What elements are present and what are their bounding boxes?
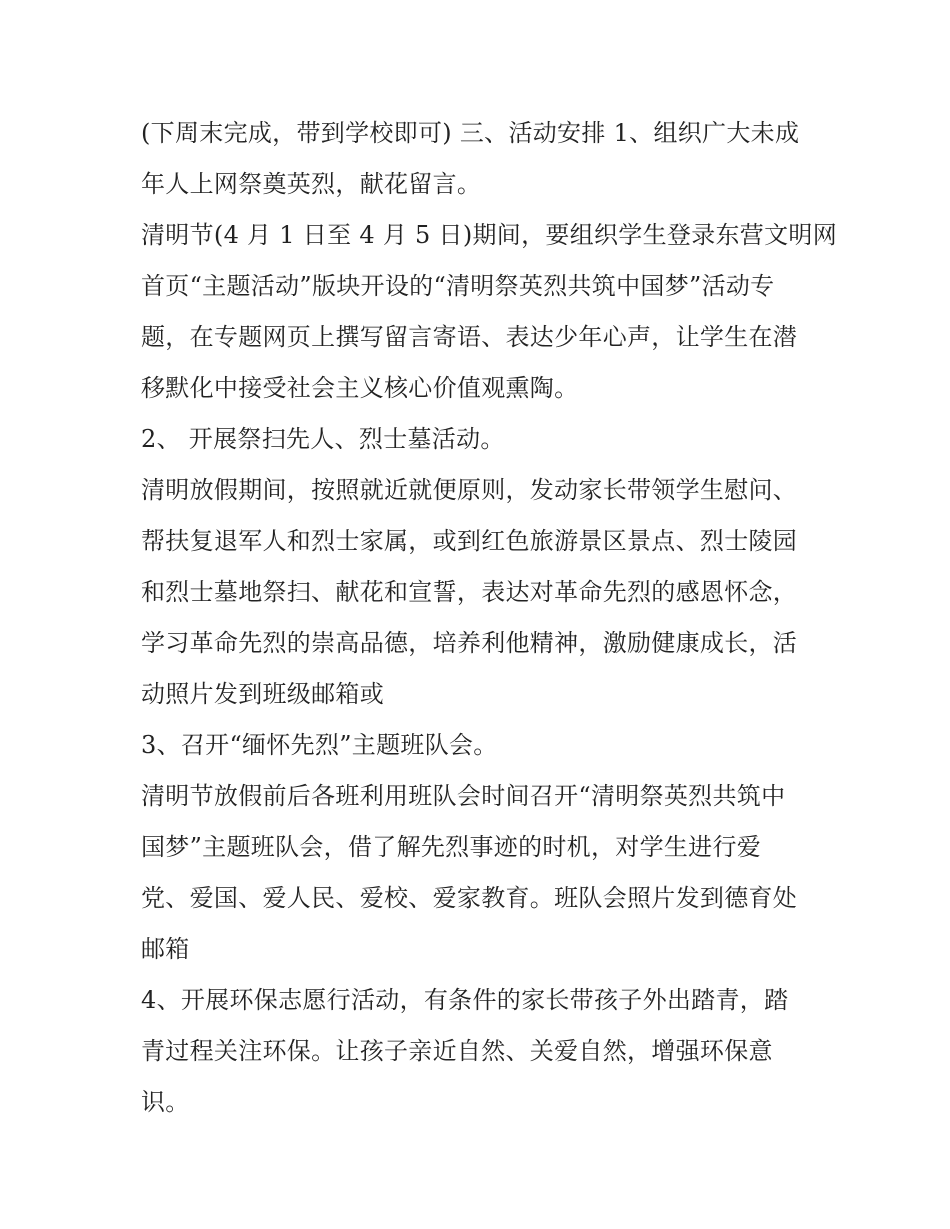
text-line: 清明节(4 月 1 日至 4 月 5 日)期间，要组织学生登录东营文明网	[141, 221, 838, 249]
text-line: 学习革命先烈的崇高品德，培养利他精神，激励健康成长，活	[141, 629, 798, 657]
text-line: 题，在专题网页上撰写留言寄语、表达少年心声，让学生在潜	[141, 323, 798, 351]
text-line: 和烈士墓地祭扫、献花和宣誓，表达对革命先烈的感恩怀念，	[141, 578, 798, 606]
text-line: 邮箱	[141, 935, 190, 963]
text-line: 清明节放假前后各班利用班队会时间召开“清明祭英烈共筑中	[141, 782, 786, 810]
section-heading: 2、 开展祭扫先人、烈士墓活动。	[141, 425, 505, 453]
text-line: 党、爱国、爱人民、爱校、爱家教育。班队会照片发到德育处	[141, 884, 798, 912]
section-heading: 3、召开“缅怀先烈”主题班队会。	[141, 731, 498, 759]
text-line: 首页“主题活动”版块开设的“清明祭英烈共筑中国梦”活动专	[141, 272, 775, 300]
text-line: (下周末完成，带到学校即可) 三、活动安排 1、组织广大未成	[141, 119, 800, 147]
text-line: 清明放假期间，按照就近就便原则，发动家长带领学生慰问、	[141, 476, 798, 504]
text-line: 帮扶复退军人和烈士家属，或到红色旅游景区景点、烈士陵园	[141, 527, 798, 555]
document-body	[141, 108, 838, 1128]
text-line: 移默化中接受社会主义核心价值观熏陶。	[141, 374, 579, 402]
text-line: 识。	[141, 1088, 190, 1116]
section-heading: 4、开展环保志愿行活动，有条件的家长带孩子外出踏青，踏	[141, 986, 789, 1014]
text-line: 青过程关注环保。让孩子亲近自然、关爱自然，增强环保意	[141, 1037, 773, 1065]
text-line: 年人上网祭奠英烈，献花留言。	[141, 170, 482, 198]
text-line: 动照片发到班级邮箱或	[141, 680, 384, 708]
text-line: 国梦”主题班队会，借了解先烈事迹的时机，对学生进行爱	[141, 833, 762, 861]
